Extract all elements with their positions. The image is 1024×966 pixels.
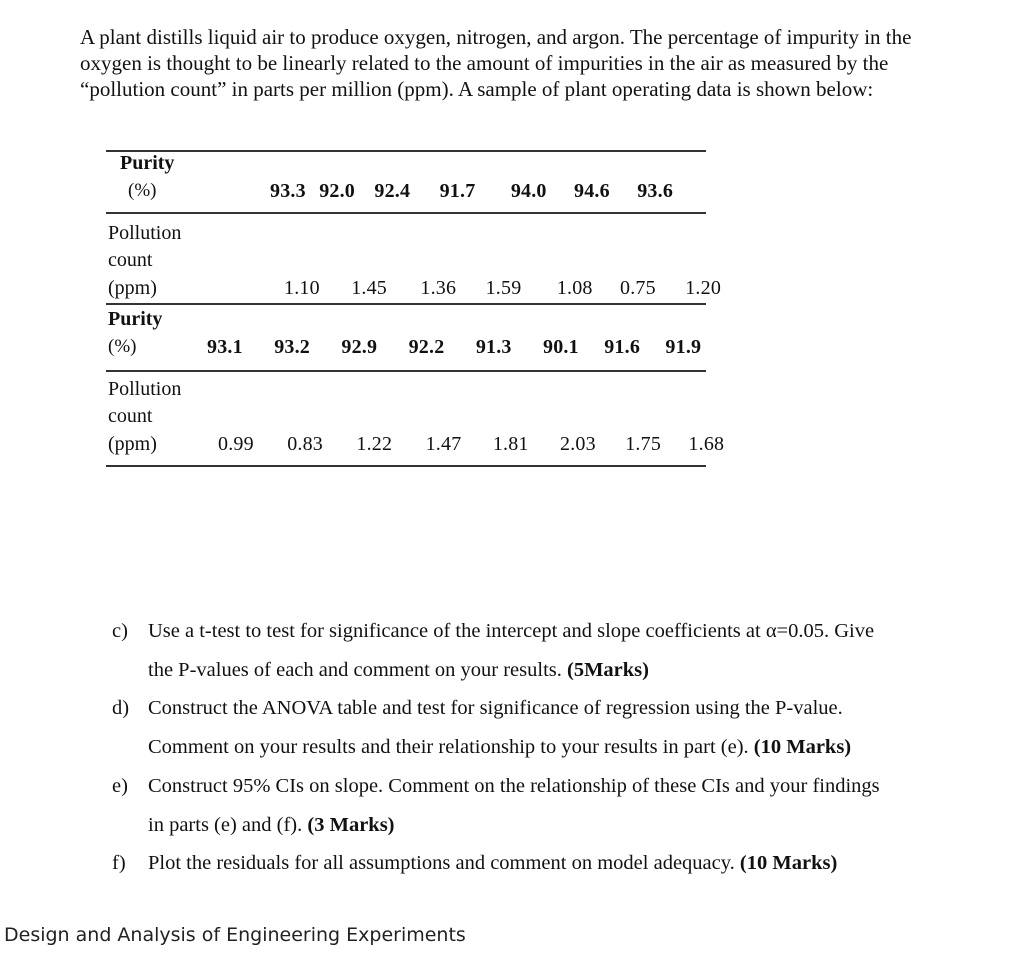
value-cell: 91.9 [665,336,702,358]
value-cell: 94.0 [510,180,547,202]
purity-label-2: Purity [108,308,163,330]
question-text: Plot the residuals for all assumptions and comment on model adequacy. (10 Marks) [148,852,838,874]
table-bottom-rule [106,465,706,467]
table-rule-1 [106,212,706,214]
value-cell: 93.3 [270,180,306,202]
marks: (10 Marks) [739,852,838,874]
value-cell: 1.36 [420,277,457,299]
value-cell: 90.1 [543,336,579,358]
value-cell: 92.4 [374,180,411,202]
value-cell: 93.1 [207,336,243,358]
table-rule-3 [106,370,706,372]
value-cell: 92.2 [408,336,445,358]
question-text: Construct the ANOVA table and test for significance of regression using the P-value. [148,697,843,719]
marks: (10 Marks) [753,736,852,758]
pollution-unit-1: (ppm) [108,277,157,299]
purity-values-row-2 [207,336,701,359]
marks: (3 Marks) [307,814,395,836]
marks: (5Marks) [567,659,649,681]
value-cell: 1.20 [685,277,722,299]
pollution-label-2: Pollution [108,378,182,400]
problem-statement: A plant distills liquid air to produce oxygen, nitrogen, and argon. The percentage of impurity in the oxygen is thought to be linearly related to the amount of impurities in the air as measured by the “pollution count” in parts per million (ppm). A sample of plant operating data is shown below: [80,25,912,101]
question-text-cont: the P-values of each and comment on your results. (5Marks) [148,659,649,681]
value-cell: 1.10 [284,277,320,299]
value-cell: 0.83 [287,433,324,455]
value-cell: 1.45 [351,277,388,299]
value-cell: 1.08 [556,277,593,299]
pollution-values-row-1 [284,277,721,300]
value-cell: 91.7 [439,180,476,202]
value-cell: 91.3 [475,336,512,358]
question-text-cont: Comment on your results and their relationship to your results in part (e). (10 Marks) [148,736,852,758]
footer-caption: Design and Analysis of Engineering Experiments [4,924,466,946]
value-cell: 1.22 [356,433,393,455]
value-cell: 93.6 [637,180,674,202]
value-cell: 92.0 [319,180,356,202]
value-cell: 94.6 [574,180,610,202]
value-cell: 93.2 [274,336,311,358]
pollution-values-row-2 [218,433,724,456]
question-tag: f) [112,852,126,874]
value-cell: 1.68 [688,433,725,455]
purity-values-row-1 [270,180,673,203]
value-cell: 0.75 [620,277,656,299]
pollution-label-1: Pollution [108,222,182,244]
value-cell: 92.9 [341,336,378,358]
value-cell: 0.99 [218,433,254,455]
pollution-label2-2: count [108,405,153,427]
value-cell: 1.59 [485,277,522,299]
pollution-label2-1: count [108,249,153,271]
table-rule-2 [106,303,706,305]
question-tag: e) [112,775,128,797]
table-top-rule [106,150,706,152]
question-text: Use a t-test to test for significance of the intercept and slope coefficients at α=0.05. Give [148,620,875,642]
value-cell: 91.6 [604,336,641,358]
question-text: Construct 95% CIs on slope. Comment on the relationship of these CIs and your findings [148,775,880,797]
question-tag: c) [112,620,128,642]
value-cell: 1.75 [625,433,662,455]
pollution-unit-2: (ppm) [108,433,157,455]
value-cell: 1.81 [492,433,529,455]
purity-unit-1: (%) [128,180,157,201]
question-text-cont: in parts (e) and (f). (3 Marks) [148,814,395,836]
purity-unit-2: (%) [108,336,137,357]
value-cell: 1.47 [425,433,462,455]
value-cell: 2.03 [560,433,596,455]
purity-label-1: Purity [120,152,175,174]
question-tag: d) [112,697,130,719]
